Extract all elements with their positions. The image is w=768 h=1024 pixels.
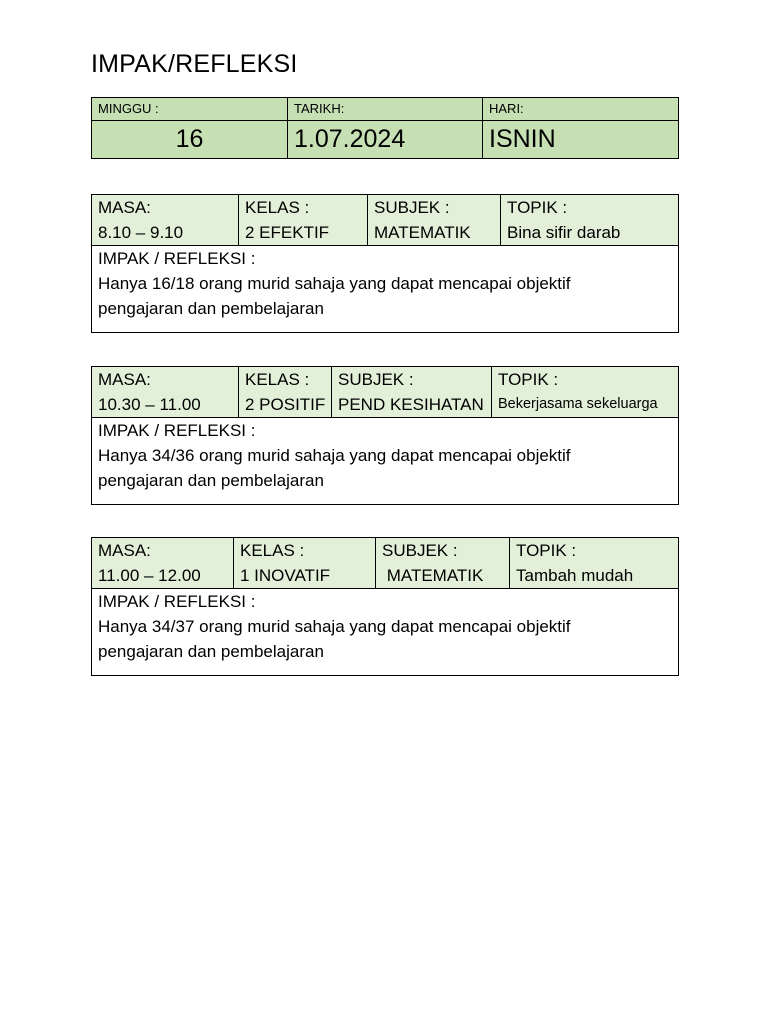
subjek-value: PEND KESIHATAN bbox=[338, 395, 484, 414]
kelas-value: 2 EFEKTIF bbox=[245, 223, 330, 242]
topik-cell bbox=[492, 367, 679, 418]
kelas-label: KELAS : bbox=[245, 370, 310, 389]
kelas-value: 2 POSITIF bbox=[245, 395, 326, 414]
minggu-label: MINGGU : bbox=[92, 98, 288, 121]
impak-text-line1: Hanya 16/18 orang murid sahaja yang dapat mencapai objektif bbox=[98, 274, 571, 293]
lesson-table bbox=[91, 537, 679, 676]
masa-label: MASA: bbox=[98, 198, 151, 217]
masa-cell bbox=[92, 538, 234, 589]
topik-cell bbox=[501, 195, 679, 246]
kelas-cell bbox=[239, 367, 332, 418]
minggu-value: 16 bbox=[92, 121, 288, 159]
topik-label: TOPIK : bbox=[516, 541, 577, 560]
masa-label: MASA: bbox=[98, 541, 151, 560]
impak-cell bbox=[92, 418, 679, 505]
subjek-value: MATEMATIK bbox=[382, 566, 484, 585]
masa-value: 10.30 – 11.00 bbox=[98, 395, 201, 414]
impak-cell bbox=[92, 246, 679, 333]
impak-text-line2: pengajaran dan pembelajaran bbox=[98, 642, 324, 661]
subjek-cell bbox=[368, 195, 501, 246]
subjek-cell bbox=[376, 538, 510, 589]
tarikh-value: 1.07.2024 bbox=[288, 121, 483, 159]
impak-text-line1: Hanya 34/37 orang murid sahaja yang dapat mencapai objektif bbox=[98, 617, 571, 636]
kelas-label: KELAS : bbox=[245, 198, 310, 217]
subjek-cell bbox=[332, 367, 492, 418]
page-title: IMPAK/REFLEKSI bbox=[91, 50, 298, 78]
impak-cell bbox=[92, 589, 679, 676]
week-info-table bbox=[91, 97, 679, 159]
kelas-value: 1 INOVATIF bbox=[240, 566, 331, 585]
masa-cell bbox=[92, 367, 239, 418]
impak-label: IMPAK / REFLEKSI : bbox=[98, 421, 256, 440]
masa-value: 11.00 – 12.00 bbox=[98, 566, 201, 585]
topik-value: Bina sifir darab bbox=[507, 223, 621, 242]
lesson-table bbox=[91, 366, 679, 505]
lesson-table bbox=[91, 194, 679, 333]
kelas-cell bbox=[239, 195, 368, 246]
impak-label: IMPAK / REFLEKSI : bbox=[98, 592, 256, 611]
kelas-label: KELAS : bbox=[240, 541, 305, 560]
impak-label: IMPAK / REFLEKSI : bbox=[98, 249, 256, 268]
impak-text-line1: Hanya 34/36 orang murid sahaja yang dapat mencapai objektif bbox=[98, 446, 571, 465]
impak-text-line2: pengajaran dan pembelajaran bbox=[98, 299, 324, 318]
subjek-label: SUBJEK : bbox=[338, 370, 414, 389]
hari-value: ISNIN bbox=[483, 121, 679, 159]
topik-value: Bekerjasama sekeluarga bbox=[498, 396, 658, 412]
masa-cell bbox=[92, 195, 239, 246]
topik-cell bbox=[510, 538, 679, 589]
subjek-label: SUBJEK : bbox=[382, 541, 458, 560]
subjek-label: SUBJEK : bbox=[374, 198, 450, 217]
topik-label: TOPIK : bbox=[498, 370, 559, 389]
tarikh-label: TARIKH: bbox=[288, 98, 483, 121]
kelas-cell bbox=[234, 538, 376, 589]
subjek-value: MATEMATIK bbox=[374, 223, 471, 242]
topik-value: Tambah mudah bbox=[516, 566, 634, 585]
hari-label: HARI: bbox=[483, 98, 679, 121]
masa-label: MASA: bbox=[98, 370, 151, 389]
impak-text-line2: pengajaran dan pembelajaran bbox=[98, 471, 324, 490]
masa-value: 8.10 – 9.10 bbox=[98, 223, 184, 242]
topik-label: TOPIK : bbox=[507, 198, 568, 217]
